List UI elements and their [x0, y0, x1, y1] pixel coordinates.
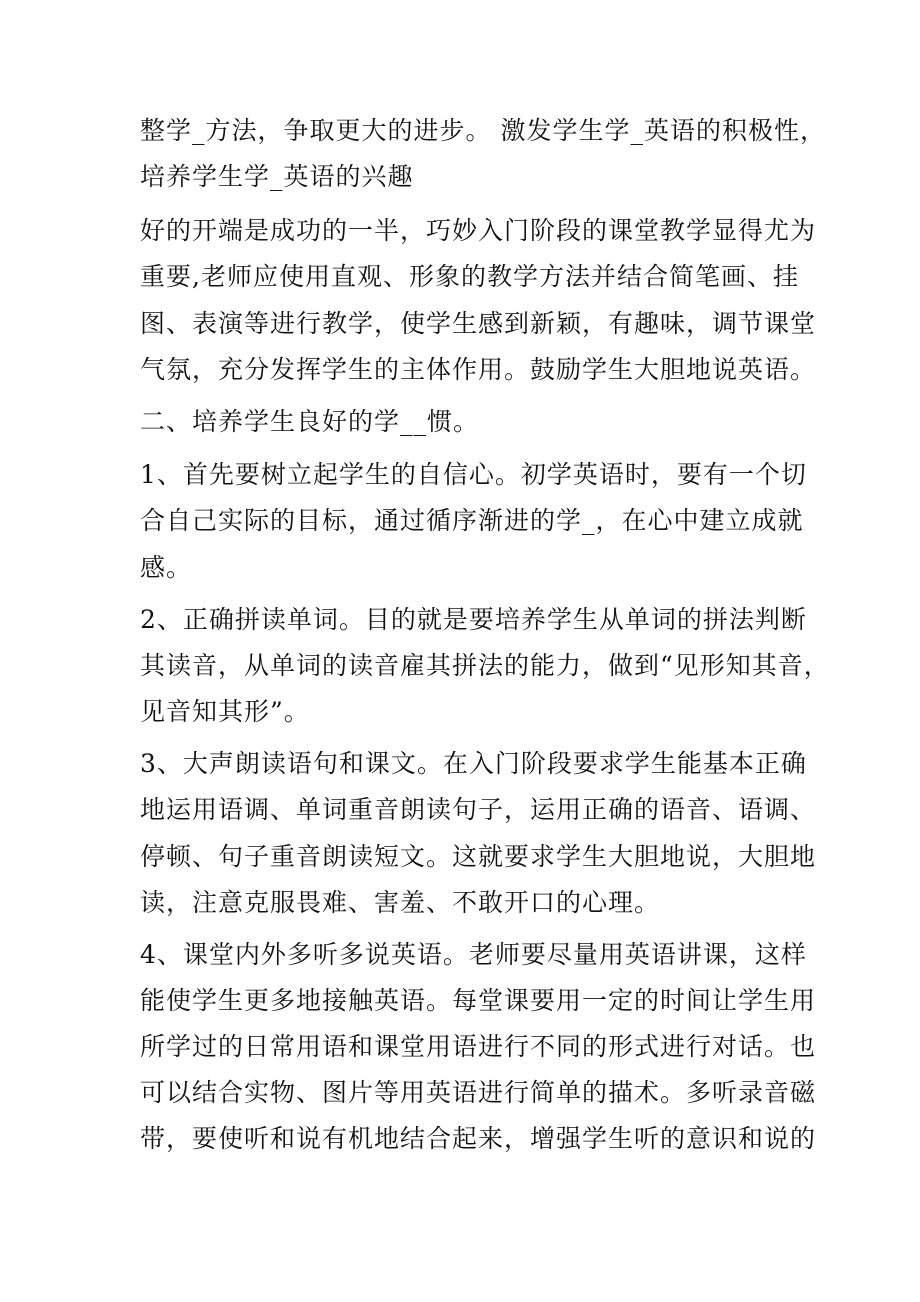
- text-line: 见音知其形”。: [140, 697, 310, 726]
- text-line: 图、表演等进行教学，使学生感到新颖，有趣味，调节课堂: [140, 309, 817, 338]
- text-line: 其读音，从单词的读音雇其拼法的能力，做到“见形知其音，: [140, 651, 830, 680]
- text-line: 读，注意克服畏难、害羞、不敢开口的心理。: [140, 888, 661, 917]
- text-line: 二、培养学生良好的学__惯。: [140, 407, 480, 436]
- text-line: 地运用语调、单词重音朗读句子，运用正确的语音、语调、: [140, 795, 817, 824]
- text-line: 整学_方法，争取更大的进步。 激发学生学_英语的积极性，: [140, 116, 826, 145]
- text-line: 感。: [140, 553, 193, 582]
- text-line: 1、首先要树立起学生的自信心。初学英语时，要有一个切: [140, 460, 807, 489]
- text-line: 能使学生更多地接触英语。每堂课要用一定的时间让学生用: [140, 986, 817, 1015]
- text-line: 停顿、句子重音朗读短文。这就要求学生大胆地说，大胆地: [140, 842, 817, 871]
- text-line: 气氛，充分发挥学生的主体作用。鼓励学生大胆地说英语。: [140, 355, 817, 384]
- text-line: 可以结合实物、图片等用英语进行简单的描术。多听录音磁: [140, 1078, 817, 1107]
- text-line: 合自己实际的目标，通过循序渐进的学_，在心中建立成就: [140, 506, 804, 535]
- text-line: 重要,老师应使用直观、形象的教学方法并结合简笔画、挂: [140, 262, 799, 291]
- text-line: 3、大声朗读语句和课文。在入门阶段要求学生能基本正确: [140, 749, 807, 778]
- text-line: 所学过的日常用语和课堂用语进行不同的形式进行对话。也: [140, 1032, 817, 1061]
- text-line: 培养学生学_英语的兴趣: [140, 162, 414, 191]
- text-line: 4、课堂内外多听多说英语。老师要尽量用英语讲课，这样: [140, 940, 807, 969]
- text-line: 好的开端是成功的一半，巧妙入门阶段的课堂教学显得尤为: [140, 216, 817, 245]
- text-line: 带，要使听和说有机地结合起来，增强学生听的意识和说的: [140, 1124, 817, 1153]
- text-line: 2、正确拼读单词。目的就是要培养学生从单词的拼法判断: [140, 605, 807, 634]
